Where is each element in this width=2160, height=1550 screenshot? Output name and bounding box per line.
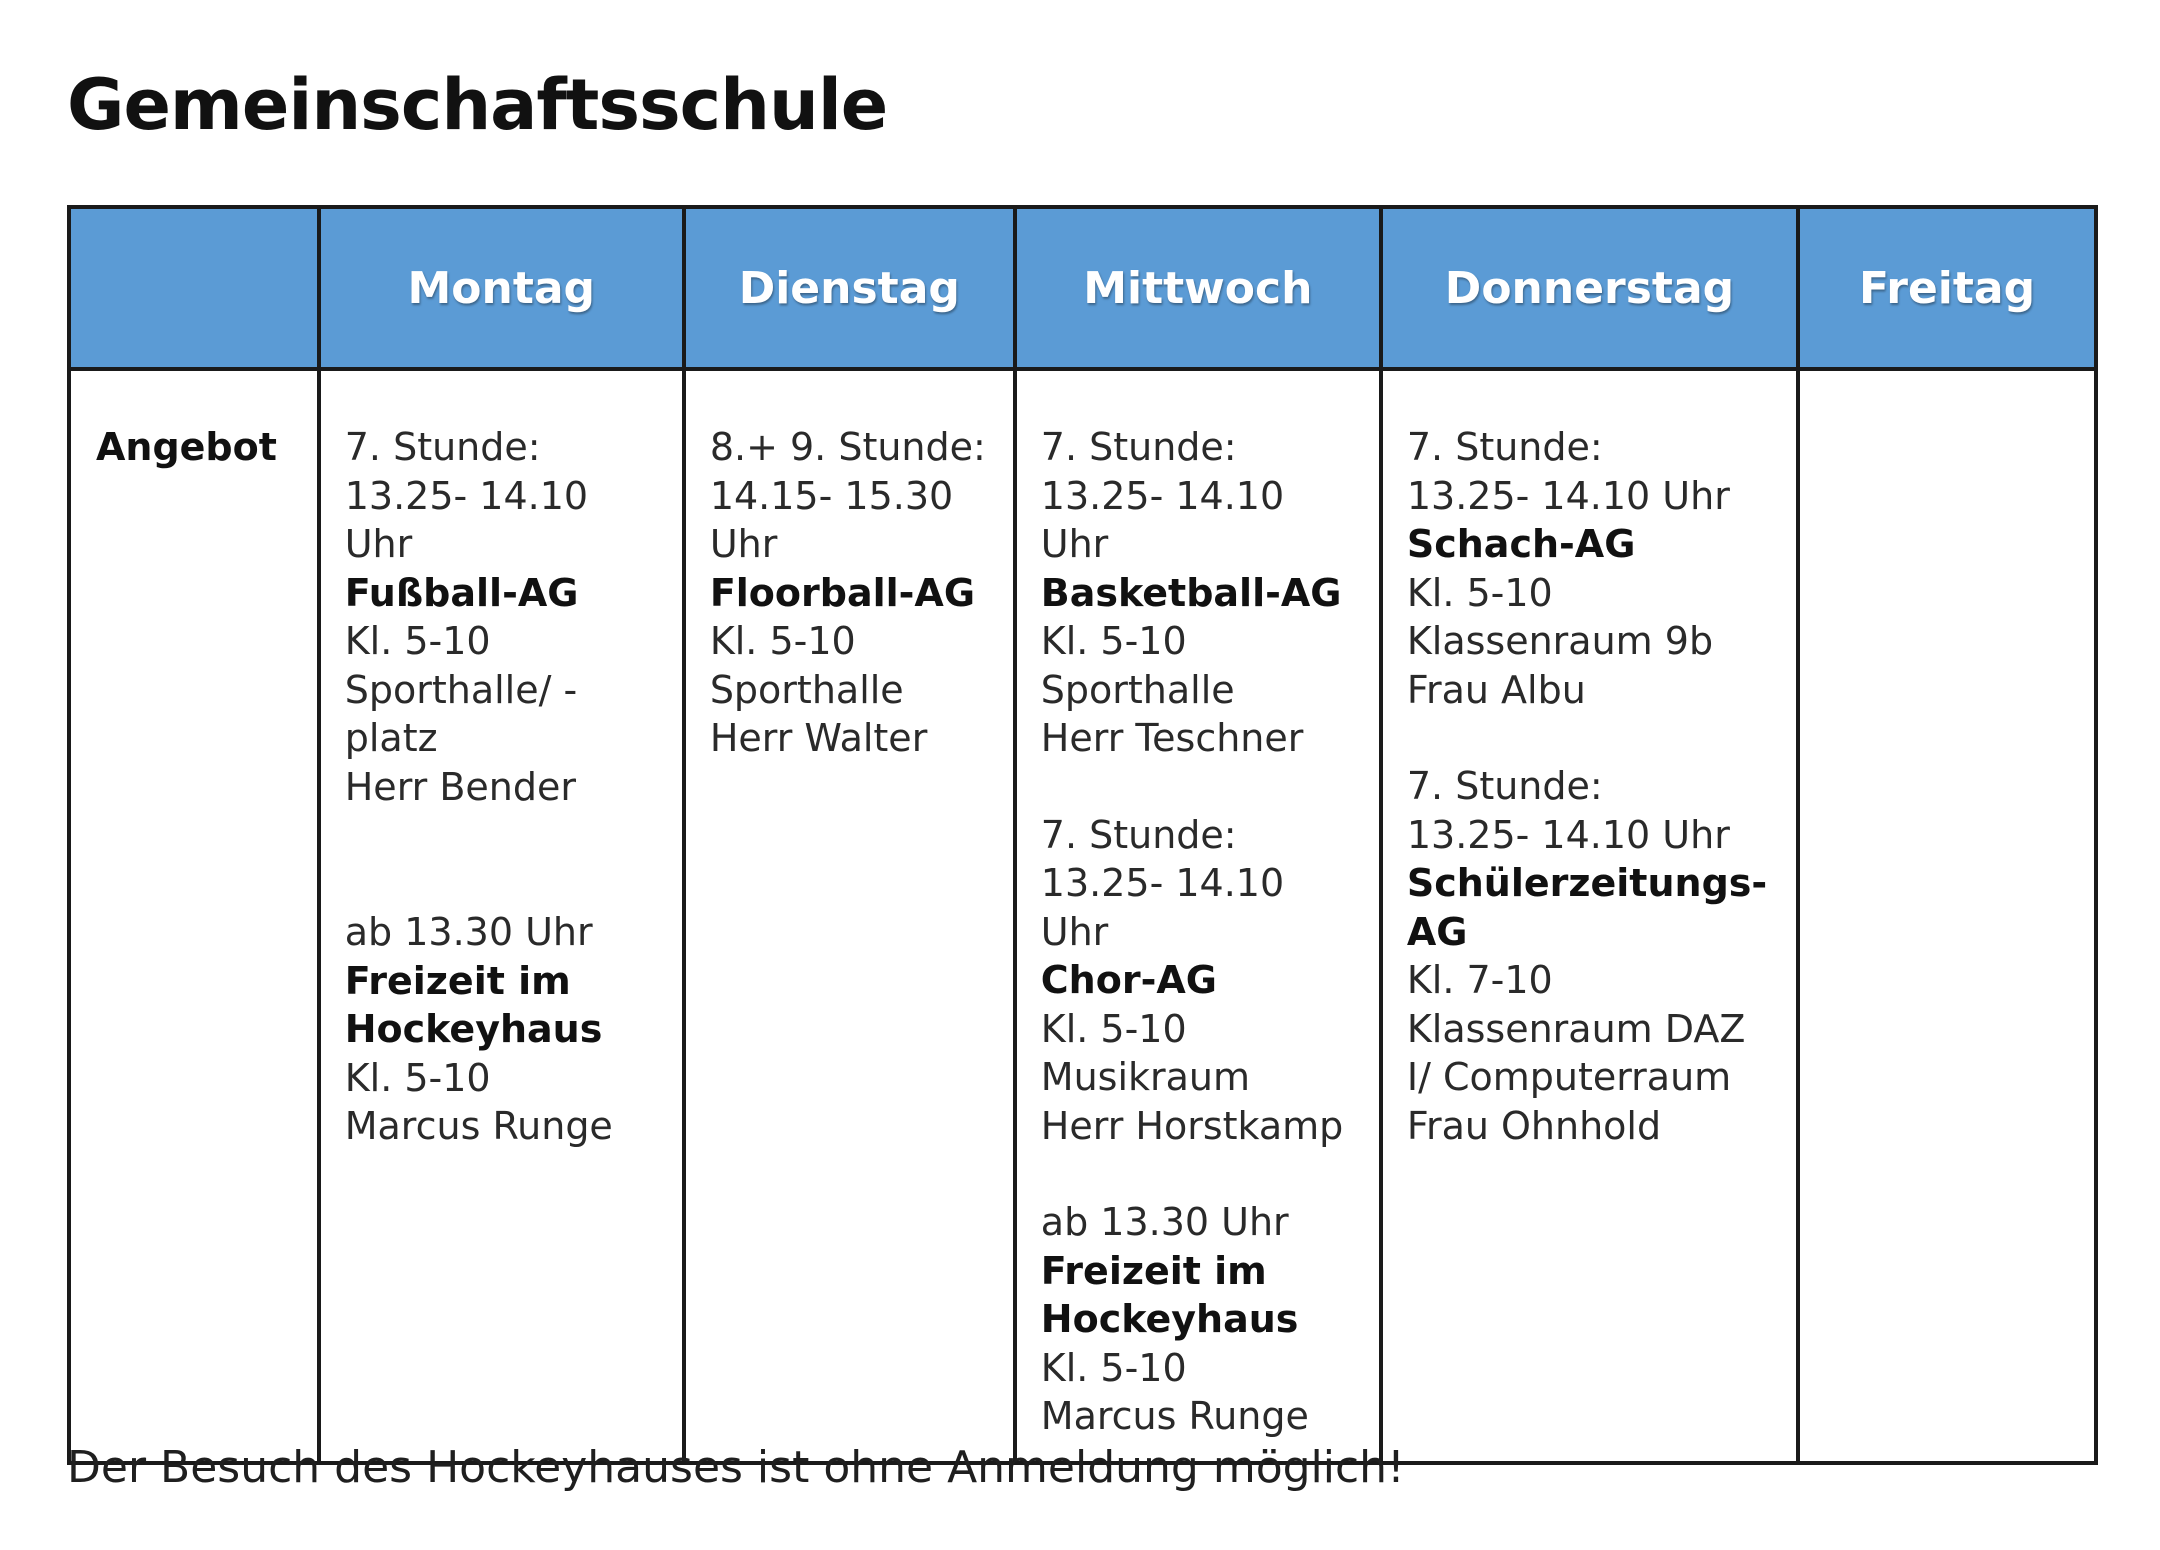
entry-time-label: 8.+ 9. Stunde:: [709, 425, 986, 469]
cell-tuesday: [684, 369, 1015, 1463]
entry-time: 13.25- 14.10 Uhr: [1406, 812, 1730, 857]
entry-activity-cont: Hockeyhaus: [344, 1007, 603, 1051]
entry-grades: Kl. 7-10: [1406, 958, 1553, 1002]
row-label-angebot: Angebot: [69, 369, 319, 1463]
entry-grades: Kl. 5-10: [344, 619, 491, 663]
page-title: Gemeinschaftsschule: [67, 64, 888, 146]
entry-hockeyhaus: [1041, 1198, 1355, 1441]
cell-wednesday: [1015, 369, 1381, 1463]
schedule-table: [67, 205, 2098, 1465]
entry-time: ab 13.30 Uhr: [344, 910, 593, 954]
entry-location: Klassenraum DAZ: [1406, 1006, 1746, 1051]
cell-friday: [1798, 369, 2096, 1463]
entry-teacher: Marcus Runge: [1040, 1394, 1309, 1438]
entry-time: 13.25- 14.10 Uhr: [1040, 473, 1285, 566]
entry-time-label: 7. Stunde:: [1040, 812, 1237, 857]
entry-time-label: 7. Stunde:: [1406, 425, 1603, 469]
entry-floorball: [710, 423, 989, 763]
entry-teacher: Herr Walter: [709, 716, 928, 760]
entry-chess: [1407, 423, 1772, 714]
entry-teacher: Frau Ohnhold: [1406, 1103, 1662, 1148]
offer-row: [69, 369, 2096, 1463]
entry-time: 13.25- 14.10 Uhr: [1406, 473, 1730, 518]
entry-time-label: 7. Stunde:: [344, 425, 541, 469]
header-wednesday: Mittwoch: [1015, 207, 1381, 369]
entry-location: Musikraum: [1040, 1055, 1251, 1099]
entry-activity-cont: AG: [1406, 909, 1468, 954]
entry-hockeyhaus: [345, 908, 658, 1151]
entry-activity: Chor-AG: [1040, 958, 1217, 1002]
entry-activity-cont: Hockeyhaus: [1040, 1297, 1299, 1341]
entry-time: 14.15- 15.30: [709, 473, 954, 518]
entry-grades: Kl. 5-10: [709, 619, 856, 663]
entry-location-cont: platz: [344, 716, 438, 760]
entry-activity: Floorball-AG: [709, 570, 976, 615]
entry-activity: Freizeit im: [1040, 1248, 1267, 1293]
entry-grades: Kl. 5-10: [1040, 1006, 1187, 1051]
entry-activity: Basketball-AG: [1040, 570, 1342, 615]
entry-time: 13.25- 14.10 Uhr: [1040, 861, 1285, 954]
entry-location: Sporthalle/ -: [344, 667, 578, 712]
entry-teacher: Frau Albu: [1406, 667, 1586, 712]
entry-time-label: 7. Stunde:: [1040, 425, 1237, 469]
header-thursday: Donnerstag: [1381, 207, 1798, 369]
header-monday: Montag: [319, 207, 684, 369]
entry-grades: Kl. 5-10: [1406, 570, 1553, 615]
entry-time: ab 13.30 Uhr: [1040, 1200, 1289, 1244]
entry-activity: Schülerzeitungs-: [1406, 861, 1768, 905]
entry-activity: Schach-AG: [1406, 522, 1636, 566]
entry-teacher: Herr Teschner: [1040, 716, 1304, 760]
entry-football: [345, 423, 658, 811]
entry-grades: Kl. 5-10: [1040, 1345, 1187, 1390]
entry-time-cont: Uhr: [709, 522, 778, 566]
entry-location: Klassenraum 9b: [1406, 619, 1714, 663]
entry-grades: Kl. 5-10: [344, 1055, 491, 1100]
header-tuesday: Dienstag: [684, 207, 1015, 369]
entry-location-cont: I/ Computerraum: [1406, 1055, 1732, 1099]
entry-location: Sporthalle: [709, 667, 904, 712]
header-friday: Freitag: [1798, 207, 2096, 369]
cell-monday: [319, 369, 684, 1463]
entry-time-label: 7. Stunde:: [1406, 764, 1603, 808]
entry-school-newspaper: [1407, 762, 1772, 1150]
entry-teacher: Herr Horstkamp: [1040, 1103, 1344, 1148]
entry-choir: [1041, 811, 1355, 1151]
entry-grades: Kl. 5-10: [1040, 619, 1187, 663]
cell-thursday: [1381, 369, 1798, 1463]
entry-basketball: [1041, 423, 1355, 763]
entry-teacher: Herr Bender: [344, 764, 576, 809]
entry-activity: Freizeit im: [344, 958, 571, 1003]
entry-teacher: Marcus Runge: [344, 1104, 613, 1148]
entry-time: 13.25- 14.10 Uhr: [344, 473, 589, 566]
header-row: [69, 207, 2096, 369]
entry-activity: Fußball-AG: [344, 570, 579, 615]
footnote: Der Besuch des Hockeyhauses ist ohne Anmeldung möglich!: [67, 1442, 1405, 1493]
header-corner-cell: [69, 207, 319, 369]
entry-location: Sporthalle: [1040, 667, 1235, 712]
